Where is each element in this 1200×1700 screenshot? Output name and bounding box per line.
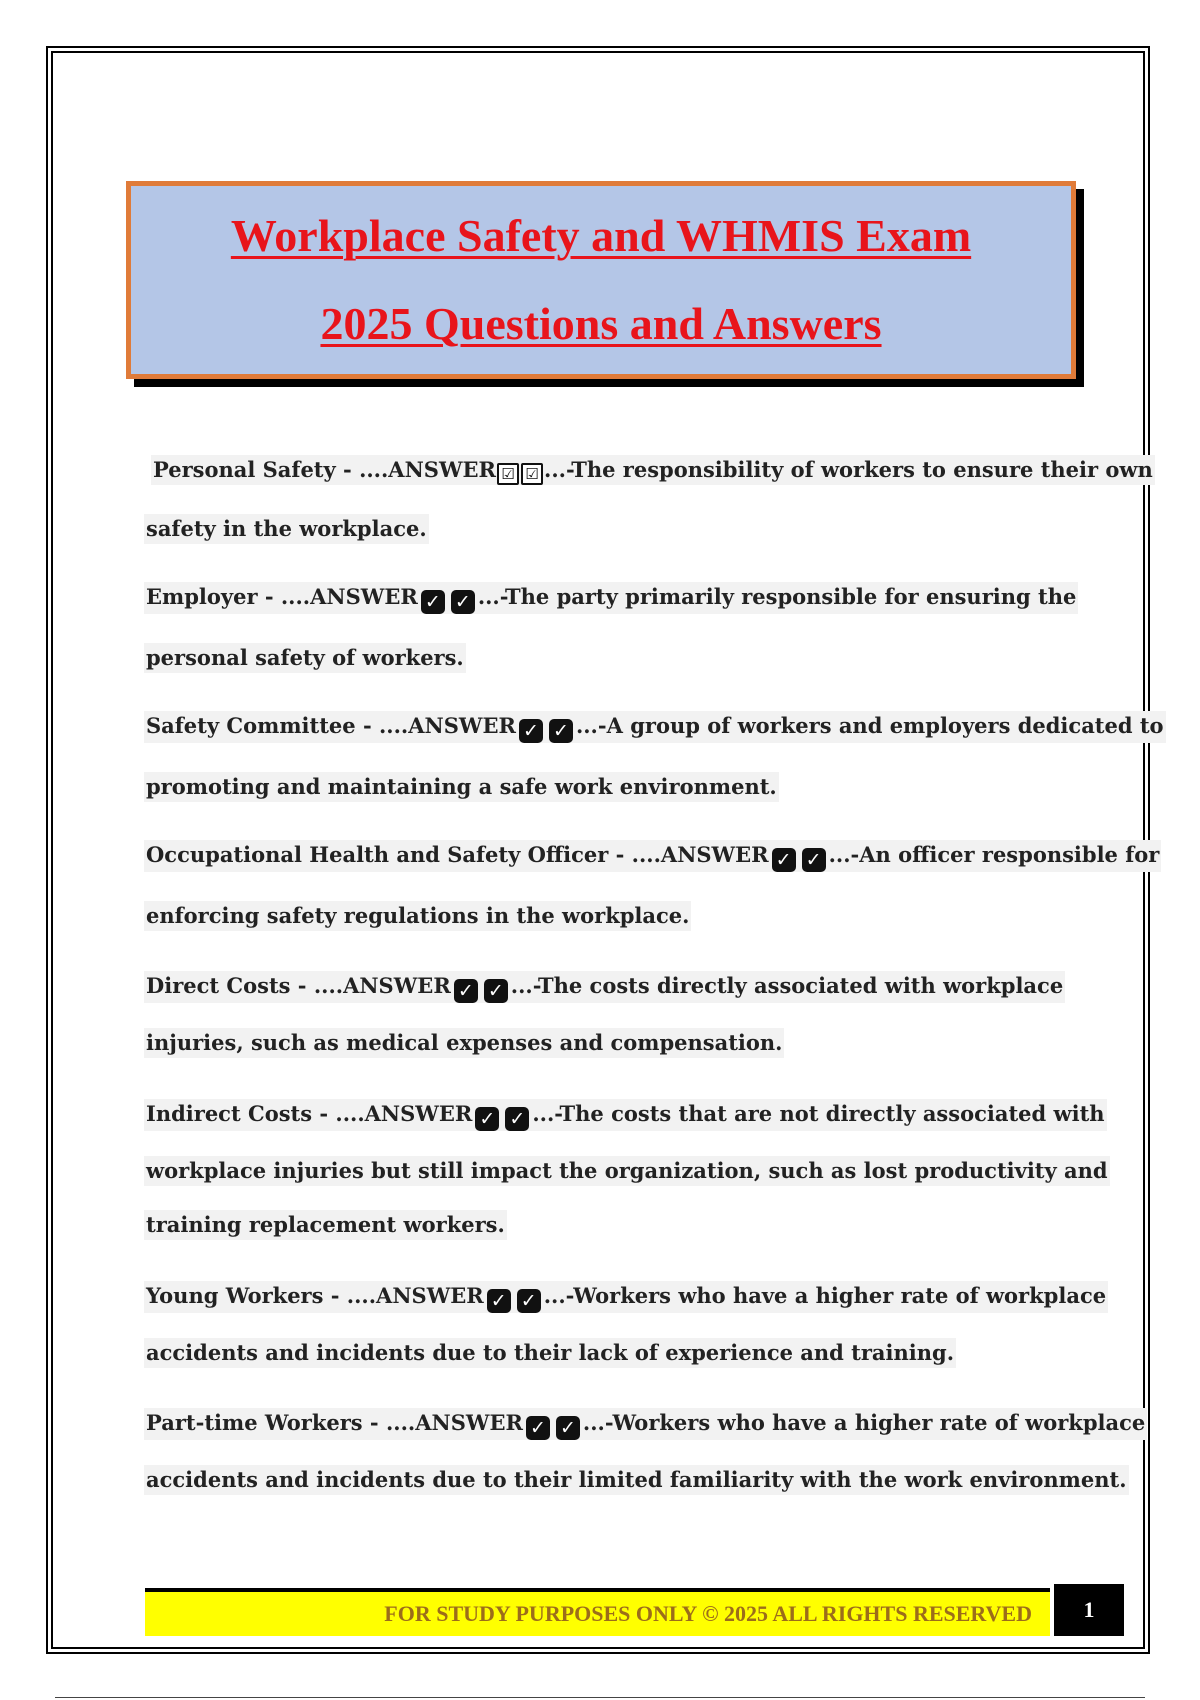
qa-item <box>144 711 1164 743</box>
qa-line <box>144 1408 1147 1440</box>
qa-term: Young Workers - <box>146 1283 347 1308</box>
check-icon: ✓ <box>802 848 826 872</box>
qa-line <box>144 840 1161 872</box>
qa-line: promoting and maintaining a safe work environment. <box>144 772 779 802</box>
check-icon: ✓ <box>772 848 796 872</box>
answer-marker: ....ANSWER <box>313 973 451 998</box>
qa-term: Personal Safety - <box>153 457 360 482</box>
qa-item-continuation <box>144 872 1074 931</box>
checkbox-icon: ☑ <box>521 463 543 485</box>
qa-line: injuries, such as medical expenses and compensation. <box>144 1028 784 1058</box>
qa-item <box>151 455 1153 485</box>
qa-item <box>144 840 1160 872</box>
qa-definition: The responsibility of workers to ensure their own <box>571 457 1153 482</box>
qa-line: accidents and incidents due to their lack of experience and training. <box>144 1338 956 1368</box>
qa-term: Safety Committee - <box>146 713 379 738</box>
qa-item <box>144 1099 1105 1131</box>
title-banner <box>126 181 1076 379</box>
answer-marker: ....ANSWER <box>335 1101 473 1126</box>
qa-line <box>144 971 1065 1003</box>
qa-item-continuation <box>144 1186 1074 1240</box>
answer-marker: ....ANSWER <box>346 1283 484 1308</box>
qa-definition: The costs that are not directly associated with <box>559 1101 1105 1126</box>
qa-line <box>144 582 1078 614</box>
answer-marker: ....ANSWER <box>378 713 516 738</box>
answer-marker: ....ANSWER <box>280 584 418 609</box>
qa-definition: A group of workers and employers dedicated to <box>606 713 1164 738</box>
check-icon: ✓ <box>451 590 475 614</box>
qa-item <box>144 1408 1146 1440</box>
answer-marker: ....ANSWER <box>631 842 769 867</box>
check-icon: ✓ <box>505 1107 529 1131</box>
qa-definition: Workers who have a higher rate of workplace <box>573 1283 1107 1308</box>
qa-line: accidents and incidents due to their limited familiarity with the work environment. <box>144 1465 1129 1495</box>
qa-line: enforcing safety regulations in the workplace. <box>144 901 691 931</box>
qa-item-continuation <box>144 614 1074 673</box>
answer-suffix: ...- <box>575 713 607 738</box>
qa-item-continuation <box>144 1313 1074 1368</box>
qa-line: safety in the workplace. <box>144 514 429 544</box>
check-icon: ✓ <box>454 979 478 1003</box>
qa-term: Direct Costs - <box>146 973 314 998</box>
answer-suffix: ...- <box>828 842 860 867</box>
qa-item-continuation <box>144 485 1074 544</box>
answer-suffix: ...- <box>477 584 505 609</box>
qa-item-continuation <box>144 1131 1108 1186</box>
answer-marker: ....ANSWER <box>385 1410 523 1435</box>
qa-line <box>144 1099 1107 1131</box>
answer-suffix: ...- <box>543 1283 574 1308</box>
check-icon: ✓ <box>475 1107 499 1131</box>
qa-definition: The costs directly associated with workplace <box>537 973 1064 998</box>
answer-suffix: ...- <box>544 457 572 482</box>
check-icon: ✓ <box>487 1289 511 1313</box>
check-icon: ✓ <box>526 1416 550 1440</box>
qa-line <box>144 711 1166 743</box>
qa-term: Part-time Workers - <box>146 1410 386 1435</box>
qa-line <box>151 455 1155 485</box>
qa-list <box>144 455 1164 1495</box>
answer-suffix: ...- <box>582 1410 613 1435</box>
check-icon: ✓ <box>549 719 573 743</box>
footer-bar <box>145 1588 1050 1636</box>
footer-text: FOR STUDY PURPOSES ONLY © 2025 ALL RIGHTS RESERVED <box>384 1601 1032 1626</box>
title-line-1: Workplace Safety and WHMIS Exam <box>230 210 972 261</box>
qa-line: training replacement workers. <box>144 1210 507 1240</box>
qa-line <box>144 1281 1108 1313</box>
bottom-rule <box>55 1697 1145 1698</box>
qa-term: Occupational Health and Safety Officer - <box>146 842 632 867</box>
answer-marker: ....ANSWER <box>359 457 497 482</box>
answer-suffix: ...- <box>510 973 538 998</box>
page-number: 1 <box>1054 1584 1124 1636</box>
check-icon: ✓ <box>484 979 508 1003</box>
qa-item <box>144 582 1077 614</box>
check-icon: ✓ <box>517 1289 541 1313</box>
answer-suffix: ...- <box>532 1101 560 1126</box>
title-line-2: 2025 Questions and Answers <box>320 298 882 349</box>
checkbox-icon: ☑ <box>497 463 519 485</box>
qa-line: personal safety of workers. <box>144 643 466 673</box>
qa-item <box>144 971 1074 1003</box>
qa-item <box>144 1281 1107 1313</box>
qa-item-continuation <box>144 1440 1127 1495</box>
qa-item-continuation <box>144 1003 1074 1058</box>
qa-definition: Workers who have a higher rate of workplace <box>612 1410 1146 1435</box>
check-icon: ✓ <box>519 719 543 743</box>
check-icon: ✓ <box>421 590 445 614</box>
qa-item-continuation <box>144 743 1074 802</box>
qa-term: Indirect Costs - <box>146 1101 336 1126</box>
check-icon: ✓ <box>556 1416 580 1440</box>
qa-line: workplace injuries but still impact the organization, such as lost productivity and <box>144 1156 1110 1186</box>
qa-definition: The party primarily responsible for ensuring the <box>505 584 1077 609</box>
qa-term: Employer - <box>146 584 281 609</box>
qa-definition: An officer responsible for <box>859 842 1160 867</box>
